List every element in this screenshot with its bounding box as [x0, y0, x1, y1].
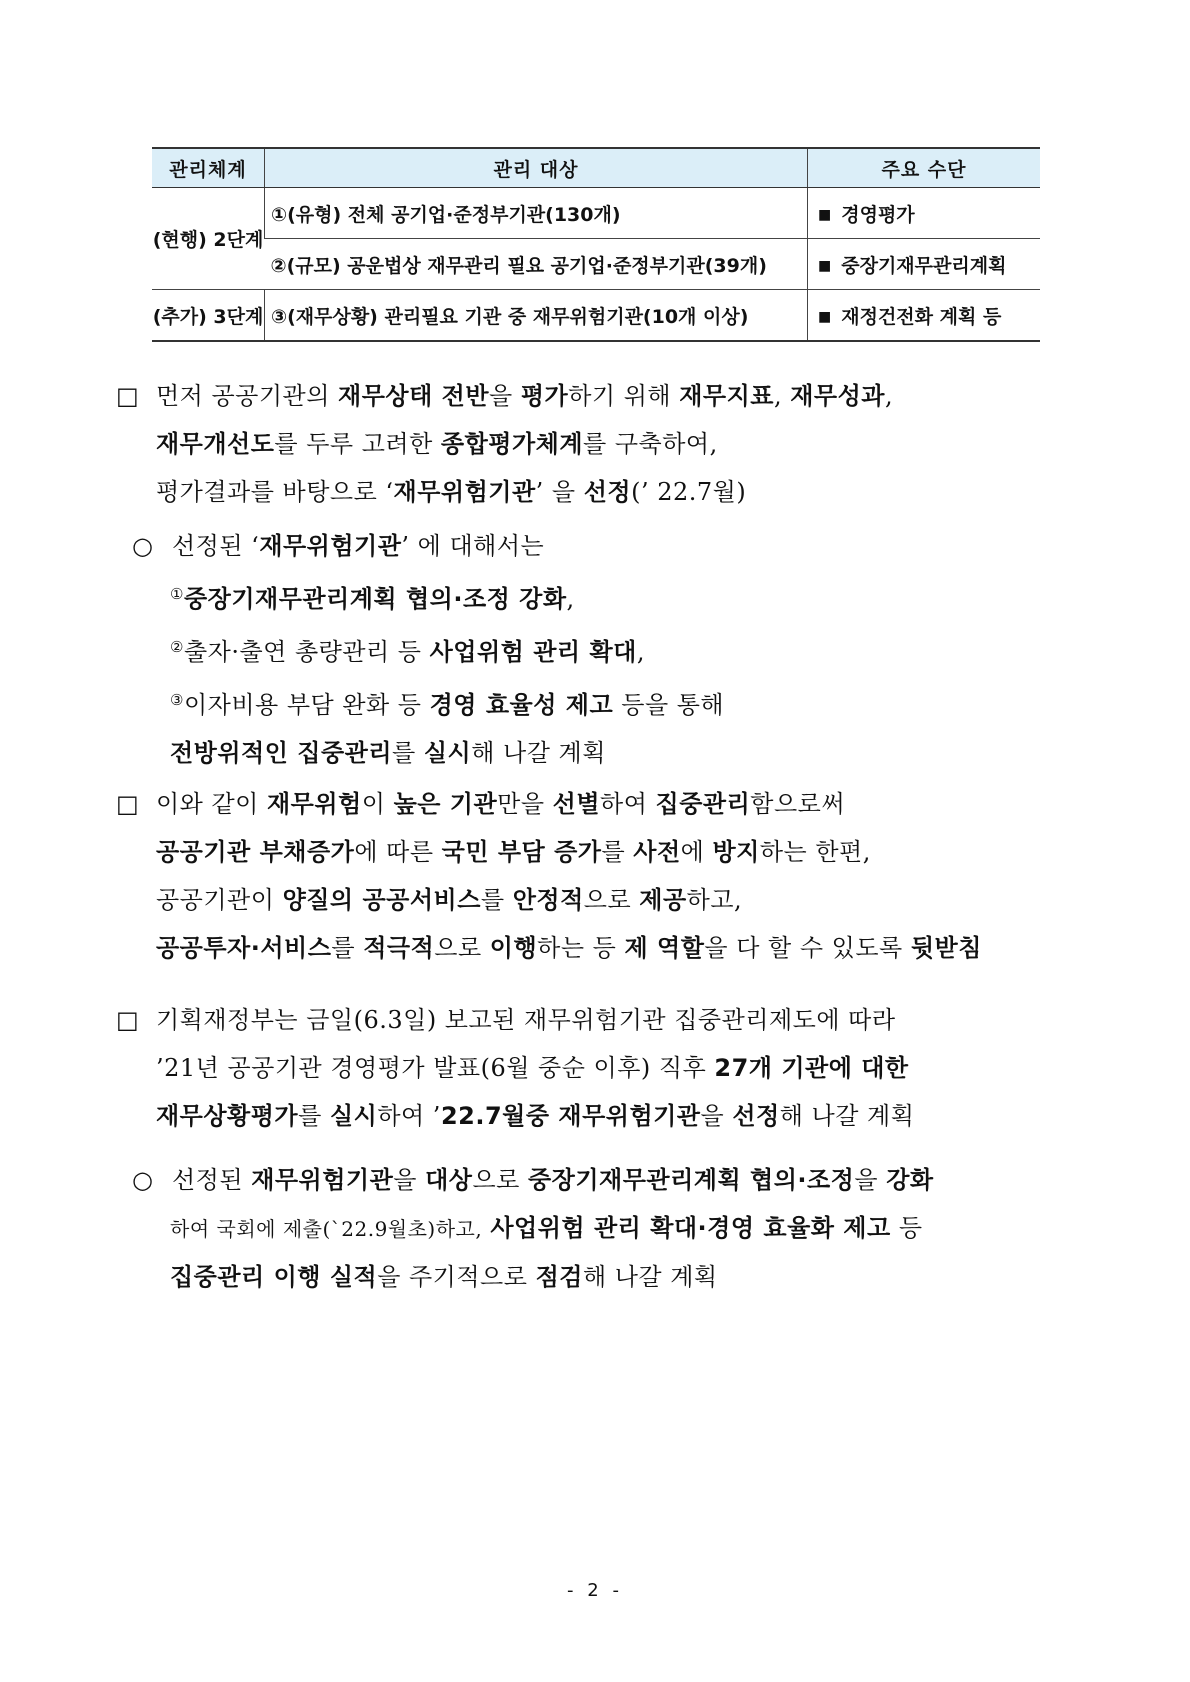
cell-means-fiscal: ■ 재정건전화 계획 등: [808, 290, 1041, 342]
header-target: 관리 대상: [265, 148, 808, 188]
table-row: [152, 290, 1040, 342]
square-bullet-icon: ■: [818, 308, 832, 325]
checkbox-square-icon: □: [116, 790, 140, 818]
header-means: 주요 수단: [808, 148, 1041, 188]
paragraph-1: □ 먼저 공공기관의 재무상태 전반을 평가하기 위해 재무지표, 재무성과, 재무개선도를 두루 고려한 종합평가체계를 구축하여, 평가결과를 바탕으로 ‘재무위험기관’ 을 선정(’ 22.7월): [116, 372, 1096, 516]
sub-paragraph-1: ○ 선정된 ‘재무위험기관’ 에 대해서는 ①중장기재무관리계획 협의·조정 강화, ②출자·출연 총량관리 등 사업위험 관리 확대, ③이자비용 부담 완화 등 경영 효율성 제고 등을 통해 전방위적인 집중관리를 실시해 나갈 계획: [116, 522, 1096, 777]
circle-bullet-icon: ○: [132, 532, 154, 560]
circle-bullet-icon: ○: [132, 1166, 154, 1194]
cell-target-scale: ②(규모) 공운법상 재무관리 필요 공기업·준정부기관(39개): [265, 239, 808, 290]
cell-system-current: (현행) 2단계: [152, 188, 265, 290]
header-system: 관리체계: [152, 148, 265, 188]
cell-target-risk: ③(재무상황) 관리필요 기관 중 재무위험기관(10개 이상): [265, 290, 808, 342]
page-number: - 2 -: [567, 1580, 623, 1601]
checkbox-square-icon: □: [116, 1006, 140, 1034]
table-row: [152, 239, 1040, 290]
cell-system-added: (추가) 3단계: [152, 290, 265, 342]
cell-target-type: ①(유형) 전체 공기업·준정부기관(130개): [265, 188, 808, 239]
table-row: [152, 188, 1040, 239]
paragraph-2: □ 이와 같이 재무위험이 높은 기관만을 선별하여 집중관리함으로써 공공기관 부채증가에 따른 국민 부담 증가를 사전에 방지하는 한편, 공공기관이 양질의 공공서비스를 안정적으로 제공하고, 공공투자·서비스를 적극적으로 이행하는 등 제 역할을 다 할 수 있도록 뒷받침: [116, 780, 1096, 972]
checkbox-square-icon: □: [116, 382, 140, 410]
paragraph-3: □ 기획재정부는 금일(6.3일) 보고된 재무위험기관 집중관리제도에 따라 ’21년 공공기관 경영평가 발표(6월 중순 이후) 직후 27개 기관에 대한 재무상황평가를 실시하여 ’22.7월중 재무위험기관을 선정해 나갈 계획: [116, 996, 1096, 1140]
management-system-table: [152, 147, 1040, 342]
cell-means-eval: ■ 경영평가: [808, 188, 1041, 239]
square-bullet-icon: ■: [818, 206, 832, 223]
square-bullet-icon: ■: [818, 257, 832, 274]
cell-means-plan: ■ 중장기재무관리계획: [808, 239, 1041, 290]
table-header-row: [152, 148, 1040, 188]
sub-paragraph-2: ○ 선정된 재무위험기관을 대상으로 중장기재무관리계획 협의·조정을 강화 하여 국회에 제출(`22.9월초)하고, 사업위험 관리 확대·경영 효율화 제고 등 집중관리 이행 실적을 주기적으로 점검해 나갈 계획: [116, 1156, 1096, 1301]
